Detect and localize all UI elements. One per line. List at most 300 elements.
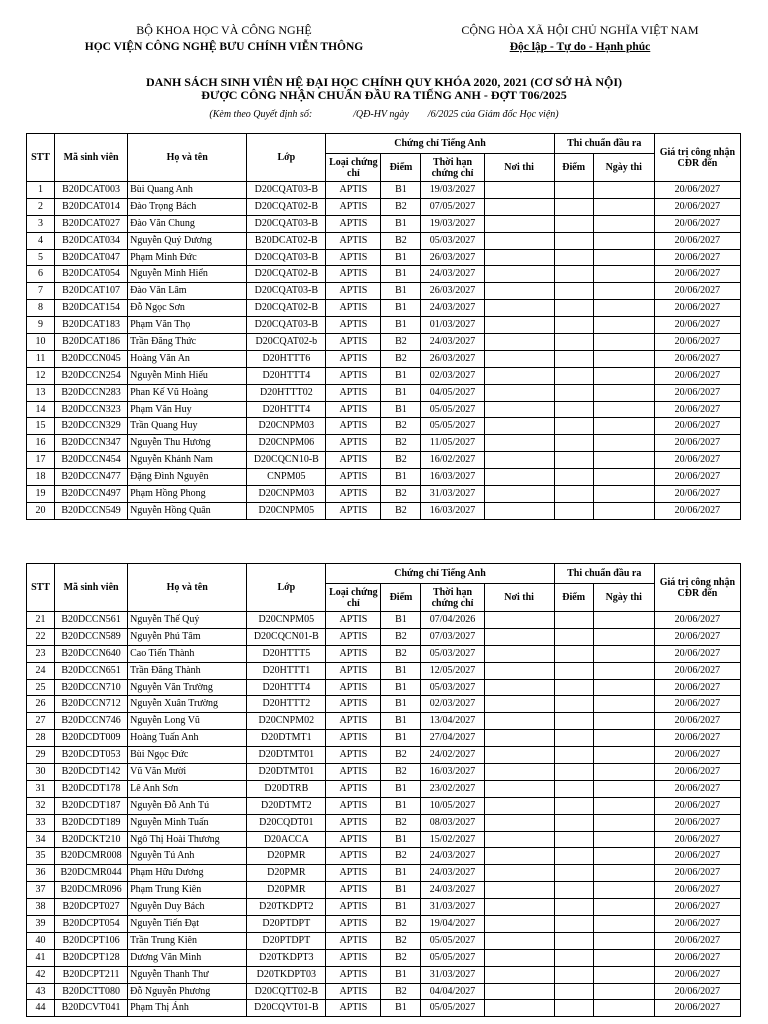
cell-msv: B20DCCN329 bbox=[55, 418, 128, 435]
cell-cert-type: APTIS bbox=[326, 949, 381, 966]
cell-cert-type: APTIS bbox=[326, 983, 381, 1000]
cell-expiry: 11/05/2027 bbox=[421, 435, 484, 452]
cell-score: B2 bbox=[381, 983, 421, 1000]
table-row bbox=[27, 764, 741, 781]
cell-name: Nguyễn Tú Anh bbox=[128, 848, 247, 865]
cell-expiry: 05/05/2027 bbox=[421, 1000, 484, 1017]
cell-cert-type: APTIS bbox=[326, 865, 381, 882]
cell-exam-date bbox=[593, 452, 654, 469]
cell-exam-score bbox=[554, 713, 593, 730]
cell-valid: 20/06/2027 bbox=[654, 198, 740, 215]
table-row bbox=[27, 831, 741, 848]
cell-cert-type: APTIS bbox=[326, 401, 381, 418]
cell-valid: 20/06/2027 bbox=[654, 797, 740, 814]
cell-exam-date bbox=[593, 814, 654, 831]
cell-expiry: 04/05/2027 bbox=[421, 384, 484, 401]
table-row bbox=[27, 797, 741, 814]
cell-score: B2 bbox=[381, 628, 421, 645]
cell-expiry: 16/03/2027 bbox=[421, 764, 484, 781]
cell-expiry: 16/02/2027 bbox=[421, 452, 484, 469]
cell-valid: 20/06/2027 bbox=[654, 232, 740, 249]
cell-exam-score bbox=[554, 882, 593, 899]
cell-exam-score bbox=[554, 764, 593, 781]
cell-class: D20CQAT02-b bbox=[247, 334, 326, 351]
cell-name: Nguyễn Minh Hiển bbox=[128, 266, 247, 283]
cell-place bbox=[484, 899, 554, 916]
cell-cert-type: APTIS bbox=[326, 747, 381, 764]
cell-expiry: 07/04/2026 bbox=[421, 612, 484, 629]
cell-exam-date bbox=[593, 266, 654, 283]
cell-exam-date bbox=[593, 730, 654, 747]
cell-exam-score bbox=[554, 612, 593, 629]
cell-stt: 7 bbox=[27, 283, 55, 300]
cell-exam-date bbox=[593, 612, 654, 629]
cell-msv: B20DCDT053 bbox=[55, 747, 128, 764]
cell-exam-date bbox=[593, 949, 654, 966]
cell-msv: B20DCCN640 bbox=[55, 645, 128, 662]
cell-expiry: 08/03/2027 bbox=[421, 814, 484, 831]
col-class: Lớp bbox=[247, 564, 326, 612]
cell-msv: B20DCMR008 bbox=[55, 848, 128, 865]
cell-exam-score bbox=[554, 300, 593, 317]
col-cert-group: Chứng chỉ Tiếng Anh bbox=[326, 564, 554, 584]
cell-stt: 42 bbox=[27, 966, 55, 983]
cell-exam-score bbox=[554, 696, 593, 713]
cell-expiry: 26/03/2027 bbox=[421, 249, 484, 266]
cell-exam-score bbox=[554, 916, 593, 933]
table-row bbox=[27, 983, 741, 1000]
ministry-name: BỘ KHOA HỌC VÀ CÔNG NGHỆ bbox=[136, 23, 312, 37]
cell-place bbox=[484, 932, 554, 949]
cell-cert-type: APTIS bbox=[326, 469, 381, 486]
cell-valid: 20/06/2027 bbox=[654, 662, 740, 679]
cell-exam-date bbox=[593, 645, 654, 662]
cell-cert-type: APTIS bbox=[326, 384, 381, 401]
cell-stt: 38 bbox=[27, 899, 55, 916]
table-row bbox=[27, 469, 741, 486]
cell-place bbox=[484, 966, 554, 983]
cell-class: D20PTDPT bbox=[247, 916, 326, 933]
cell-msv: B20DCCN454 bbox=[55, 452, 128, 469]
cell-valid: 20/06/2027 bbox=[654, 966, 740, 983]
cell-exam-date bbox=[593, 983, 654, 1000]
cell-name: Dương Văn Minh bbox=[128, 949, 247, 966]
col-cert-type: Loại chứng chỉ bbox=[326, 584, 381, 612]
cell-exam-date bbox=[593, 502, 654, 519]
cell-msv: B20DCAT154 bbox=[55, 300, 128, 317]
table-row bbox=[27, 232, 741, 249]
cell-exam-date bbox=[593, 469, 654, 486]
cell-expiry: 05/05/2027 bbox=[421, 418, 484, 435]
cell-exam-date bbox=[593, 865, 654, 882]
table-row bbox=[27, 628, 741, 645]
cell-name: Nguyễn Minh Hiếu bbox=[128, 367, 247, 384]
cell-class: D20PTDPT bbox=[247, 932, 326, 949]
cell-class: D20CNPM06 bbox=[247, 435, 326, 452]
cell-class: D20HTTT02 bbox=[247, 384, 326, 401]
col-exam-date: Ngày thi bbox=[593, 584, 654, 612]
cell-exam-date bbox=[593, 401, 654, 418]
cell-class: D20HTTT6 bbox=[247, 350, 326, 367]
cell-expiry: 02/03/2027 bbox=[421, 696, 484, 713]
cell-exam-date bbox=[593, 384, 654, 401]
cell-msv: B20DCCN651 bbox=[55, 662, 128, 679]
cell-class: D20DTMT2 bbox=[247, 797, 326, 814]
cell-valid: 20/06/2027 bbox=[654, 317, 740, 334]
cell-place bbox=[484, 350, 554, 367]
table-row bbox=[27, 249, 741, 266]
cell-cert-type: APTIS bbox=[326, 932, 381, 949]
cell-class: D20HTTT4 bbox=[247, 401, 326, 418]
cell-place bbox=[484, 747, 554, 764]
cell-expiry: 31/03/2027 bbox=[421, 966, 484, 983]
cell-class: D20PMR bbox=[247, 865, 326, 882]
cell-valid: 20/06/2027 bbox=[654, 628, 740, 645]
col-place: Nơi thi bbox=[484, 154, 554, 182]
col-name: Họ và tên bbox=[128, 134, 247, 182]
cell-valid: 20/06/2027 bbox=[654, 1000, 740, 1017]
student-table-2 bbox=[26, 563, 741, 1017]
country-name: CỘNG HÒA XÃ HỘI CHỦ NGHĨA VIỆT NAM bbox=[461, 23, 699, 37]
cell-name: Phạm Trung Kiên bbox=[128, 882, 247, 899]
cell-msv: B20DCCN746 bbox=[55, 713, 128, 730]
col-stt: STT bbox=[27, 134, 55, 182]
table-row bbox=[27, 317, 741, 334]
cell-score: B2 bbox=[381, 916, 421, 933]
student-table-1 bbox=[26, 133, 741, 520]
cell-name: Ngô Thị Hoài Thương bbox=[128, 831, 247, 848]
cell-cert-type: APTIS bbox=[326, 300, 381, 317]
col-cert-group: Chứng chỉ Tiếng Anh bbox=[326, 134, 554, 154]
cell-place bbox=[484, 814, 554, 831]
cell-stt: 18 bbox=[27, 469, 55, 486]
cell-expiry: 05/05/2027 bbox=[421, 949, 484, 966]
cell-exam-score bbox=[554, 848, 593, 865]
col-exam-score: Điểm bbox=[554, 584, 593, 612]
cell-expiry: 12/05/2027 bbox=[421, 662, 484, 679]
cell-exam-score bbox=[554, 452, 593, 469]
cell-place bbox=[484, 713, 554, 730]
cell-stt: 23 bbox=[27, 645, 55, 662]
table-row bbox=[27, 882, 741, 899]
cell-score: B1 bbox=[381, 899, 421, 916]
cell-msv: B20DCMR096 bbox=[55, 882, 128, 899]
table-row bbox=[27, 916, 741, 933]
cell-place bbox=[484, 645, 554, 662]
cell-exam-score bbox=[554, 435, 593, 452]
cell-valid: 20/06/2027 bbox=[654, 384, 740, 401]
cell-expiry: 15/02/2027 bbox=[421, 831, 484, 848]
cell-exam-score bbox=[554, 679, 593, 696]
cell-expiry: 19/04/2027 bbox=[421, 916, 484, 933]
cell-exam-date bbox=[593, 283, 654, 300]
cell-stt: 10 bbox=[27, 334, 55, 351]
cell-place bbox=[484, 612, 554, 629]
table-row bbox=[27, 848, 741, 865]
cell-expiry: 05/05/2027 bbox=[421, 401, 484, 418]
cell-cert-type: APTIS bbox=[326, 283, 381, 300]
cell-exam-score bbox=[554, 730, 593, 747]
table-row bbox=[27, 300, 741, 317]
cell-name: Nguyễn Duy Bách bbox=[128, 899, 247, 916]
cell-place bbox=[484, 266, 554, 283]
col-exam-group: Thi chuẩn đầu ra bbox=[554, 134, 654, 154]
cell-place bbox=[484, 334, 554, 351]
cell-exam-date bbox=[593, 797, 654, 814]
cell-class: D20CNPM05 bbox=[247, 502, 326, 519]
cell-class: D20CQCN01-B bbox=[247, 628, 326, 645]
cell-cert-type: APTIS bbox=[326, 814, 381, 831]
cell-cert-type: APTIS bbox=[326, 797, 381, 814]
cell-name: Đào Trọng Bách bbox=[128, 198, 247, 215]
cell-cert-type: APTIS bbox=[326, 916, 381, 933]
table-row bbox=[27, 182, 741, 199]
cell-stt: 39 bbox=[27, 916, 55, 933]
cell-name: Nguyễn Phú Tâm bbox=[128, 628, 247, 645]
cell-msv: B20DCDT189 bbox=[55, 814, 128, 831]
cell-score: B1 bbox=[381, 283, 421, 300]
cell-expiry: 26/03/2027 bbox=[421, 283, 484, 300]
cell-exam-date bbox=[593, 249, 654, 266]
cell-score: B1 bbox=[381, 384, 421, 401]
cell-cert-type: APTIS bbox=[326, 232, 381, 249]
cell-place bbox=[484, 215, 554, 232]
motto: Độc lập - Tự do - Hạnh phúc bbox=[509, 41, 651, 53]
cell-cert-type: APTIS bbox=[326, 502, 381, 519]
cell-place bbox=[484, 780, 554, 797]
cell-score: B2 bbox=[381, 232, 421, 249]
cell-exam-score bbox=[554, 317, 593, 334]
cell-expiry: 07/03/2027 bbox=[421, 628, 484, 645]
cell-place bbox=[484, 865, 554, 882]
col-class: Lớp bbox=[247, 134, 326, 182]
cell-exam-date bbox=[593, 334, 654, 351]
cell-valid: 20/06/2027 bbox=[654, 300, 740, 317]
cell-exam-date bbox=[593, 747, 654, 764]
cell-exam-date bbox=[593, 1000, 654, 1017]
cell-place bbox=[484, 486, 554, 503]
col-name: Họ và tên bbox=[128, 564, 247, 612]
cell-place bbox=[484, 949, 554, 966]
cell-name: Nguyễn Thanh Thư bbox=[128, 966, 247, 983]
cell-exam-score bbox=[554, 266, 593, 283]
cell-exam-score bbox=[554, 469, 593, 486]
cell-msv: B20DCDT178 bbox=[55, 780, 128, 797]
table-row bbox=[27, 452, 741, 469]
cell-valid: 20/06/2027 bbox=[654, 949, 740, 966]
cell-expiry: 16/03/2027 bbox=[421, 469, 484, 486]
header-left bbox=[40, 22, 408, 56]
cell-cert-type: APTIS bbox=[326, 882, 381, 899]
cell-exam-date bbox=[593, 300, 654, 317]
cell-exam-score bbox=[554, 966, 593, 983]
cell-stt: 35 bbox=[27, 848, 55, 865]
cell-exam-date bbox=[593, 848, 654, 865]
cell-score: B1 bbox=[381, 469, 421, 486]
cell-exam-date bbox=[593, 232, 654, 249]
cell-stt: 27 bbox=[27, 713, 55, 730]
cell-stt: 13 bbox=[27, 384, 55, 401]
cell-score: B1 bbox=[381, 730, 421, 747]
cell-place bbox=[484, 696, 554, 713]
cell-place bbox=[484, 469, 554, 486]
cell-class: D20CQAT02-B bbox=[247, 266, 326, 283]
cell-class: D20CQAT03-B bbox=[247, 283, 326, 300]
cell-cert-type: APTIS bbox=[326, 662, 381, 679]
cell-msv: B20DCAT014 bbox=[55, 198, 128, 215]
cell-class: D20CQAT03-B bbox=[247, 317, 326, 334]
table-row bbox=[27, 966, 741, 983]
cell-expiry: 23/02/2027 bbox=[421, 780, 484, 797]
cell-name: Nguyễn Đỗ Anh Tú bbox=[128, 797, 247, 814]
subtitle-part3: /6/2025 của Giám đốc Học viện) bbox=[427, 109, 559, 120]
cell-exam-score bbox=[554, 1000, 593, 1017]
cell-valid: 20/06/2027 bbox=[654, 831, 740, 848]
cell-exam-date bbox=[593, 831, 654, 848]
cell-valid: 20/06/2027 bbox=[654, 764, 740, 781]
cell-cert-type: APTIS bbox=[326, 899, 381, 916]
cell-msv: B20DCAT107 bbox=[55, 283, 128, 300]
cell-msv: B20DCCN710 bbox=[55, 679, 128, 696]
cell-cert-type: APTIS bbox=[326, 215, 381, 232]
cell-exam-date bbox=[593, 182, 654, 199]
cell-score: B1 bbox=[381, 300, 421, 317]
cell-class: D20CNPM02 bbox=[247, 713, 326, 730]
cell-name: Vũ Văn Mười bbox=[128, 764, 247, 781]
cell-exam-score bbox=[554, 949, 593, 966]
cell-valid: 20/06/2027 bbox=[654, 418, 740, 435]
cell-class: D20CNPM03 bbox=[247, 486, 326, 503]
document-title-line1: DANH SÁCH SINH VIÊN HỆ ĐẠI HỌC CHÍNH QUY KHÓA 2020, 2021 (CƠ SỞ HÀ NỘI) bbox=[145, 75, 623, 89]
cell-name: Trần Trung Kiên bbox=[128, 932, 247, 949]
cell-stt: 15 bbox=[27, 418, 55, 435]
table-row bbox=[27, 747, 741, 764]
table-row bbox=[27, 932, 741, 949]
cell-exam-date bbox=[593, 215, 654, 232]
col-cert-type: Loại chứng chỉ bbox=[326, 154, 381, 182]
cell-expiry: 10/05/2027 bbox=[421, 797, 484, 814]
col-valid: Giá trị công nhận CĐR đến bbox=[654, 564, 740, 612]
cell-msv: B20DCTT080 bbox=[55, 983, 128, 1000]
col-msv: Mã sinh viên bbox=[55, 134, 128, 182]
cell-class: D20CQAT03-B bbox=[247, 215, 326, 232]
cell-place bbox=[484, 628, 554, 645]
cell-stt: 20 bbox=[27, 502, 55, 519]
cell-expiry: 24/03/2027 bbox=[421, 882, 484, 899]
cell-score: B1 bbox=[381, 831, 421, 848]
cell-class: D20CQDT01 bbox=[247, 814, 326, 831]
cell-msv: B20DCVT041 bbox=[55, 1000, 128, 1017]
cell-name: Phạm Hữu Dương bbox=[128, 865, 247, 882]
cell-name: Nguyễn Văn Trường bbox=[128, 679, 247, 696]
cell-place bbox=[484, 182, 554, 199]
cell-place bbox=[484, 283, 554, 300]
cell-exam-date bbox=[593, 317, 654, 334]
cell-valid: 20/06/2027 bbox=[654, 612, 740, 629]
cell-msv: B20DCCN589 bbox=[55, 628, 128, 645]
cell-name: Phạm Văn Thọ bbox=[128, 317, 247, 334]
cell-stt: 3 bbox=[27, 215, 55, 232]
cell-valid: 20/06/2027 bbox=[654, 730, 740, 747]
cell-exam-date bbox=[593, 198, 654, 215]
cell-valid: 20/06/2027 bbox=[654, 645, 740, 662]
cell-valid: 20/06/2027 bbox=[654, 486, 740, 503]
cell-exam-date bbox=[593, 435, 654, 452]
cell-exam-score bbox=[554, 486, 593, 503]
cell-valid: 20/06/2027 bbox=[654, 983, 740, 1000]
cell-msv: B20DCDT187 bbox=[55, 797, 128, 814]
cell-class: D20CQCN10-B bbox=[247, 452, 326, 469]
cell-class: D20DTMT01 bbox=[247, 764, 326, 781]
table-row bbox=[27, 418, 741, 435]
cell-score: B2 bbox=[381, 848, 421, 865]
cell-stt: 22 bbox=[27, 628, 55, 645]
cell-score: B2 bbox=[381, 198, 421, 215]
document-title-line2: ĐƯỢC CÔNG NHẬN CHUẨN ĐẦU RA TIẾNG ANH - ĐỢT T06/2025 bbox=[201, 88, 567, 102]
table1-body bbox=[27, 182, 741, 520]
table-row bbox=[27, 696, 741, 713]
cell-score: B1 bbox=[381, 713, 421, 730]
cell-exam-score bbox=[554, 418, 593, 435]
cell-msv: B20DCMR044 bbox=[55, 865, 128, 882]
cell-valid: 20/06/2027 bbox=[654, 932, 740, 949]
cell-exam-score bbox=[554, 865, 593, 882]
cell-cert-type: APTIS bbox=[326, 831, 381, 848]
cell-cert-type: APTIS bbox=[326, 679, 381, 696]
cell-name: Trần Đăng Thức bbox=[128, 334, 247, 351]
cell-expiry: 24/03/2027 bbox=[421, 300, 484, 317]
cell-score: B1 bbox=[381, 215, 421, 232]
cell-class: D20ACCA bbox=[247, 831, 326, 848]
cell-class: D20HTTT5 bbox=[247, 645, 326, 662]
cell-class: D20HTTT1 bbox=[247, 662, 326, 679]
cell-exam-score bbox=[554, 899, 593, 916]
cell-score: B1 bbox=[381, 865, 421, 882]
cell-score: B2 bbox=[381, 418, 421, 435]
cell-expiry: 04/04/2027 bbox=[421, 983, 484, 1000]
cell-name: Phạm Văn Huy bbox=[128, 401, 247, 418]
cell-expiry: 31/03/2027 bbox=[421, 899, 484, 916]
cell-valid: 20/06/2027 bbox=[654, 215, 740, 232]
cell-stt: 21 bbox=[27, 612, 55, 629]
cell-exam-score bbox=[554, 645, 593, 662]
cell-place bbox=[484, 198, 554, 215]
cell-place bbox=[484, 831, 554, 848]
cell-score: B1 bbox=[381, 182, 421, 199]
cell-cert-type: APTIS bbox=[326, 1000, 381, 1017]
cell-place bbox=[484, 367, 554, 384]
cell-stt: 9 bbox=[27, 317, 55, 334]
cell-exam-date bbox=[593, 966, 654, 983]
cell-place bbox=[484, 452, 554, 469]
cell-score: B2 bbox=[381, 932, 421, 949]
cell-exam-score bbox=[554, 249, 593, 266]
cell-valid: 20/06/2027 bbox=[654, 916, 740, 933]
col-score: Điểm bbox=[381, 154, 421, 182]
cell-exam-date bbox=[593, 367, 654, 384]
col-valid: Giá trị công nhận CĐR đến bbox=[654, 134, 740, 182]
cell-place bbox=[484, 317, 554, 334]
cell-score: B2 bbox=[381, 452, 421, 469]
cell-score: B1 bbox=[381, 1000, 421, 1017]
cell-exam-score bbox=[554, 232, 593, 249]
cell-exam-date bbox=[593, 899, 654, 916]
cell-cert-type: APTIS bbox=[326, 435, 381, 452]
cell-expiry: 16/03/2027 bbox=[421, 502, 484, 519]
cell-msv: B20DCAT003 bbox=[55, 182, 128, 199]
cell-msv: B20DCCN254 bbox=[55, 367, 128, 384]
cell-class: D20CQVT01-B bbox=[247, 1000, 326, 1017]
